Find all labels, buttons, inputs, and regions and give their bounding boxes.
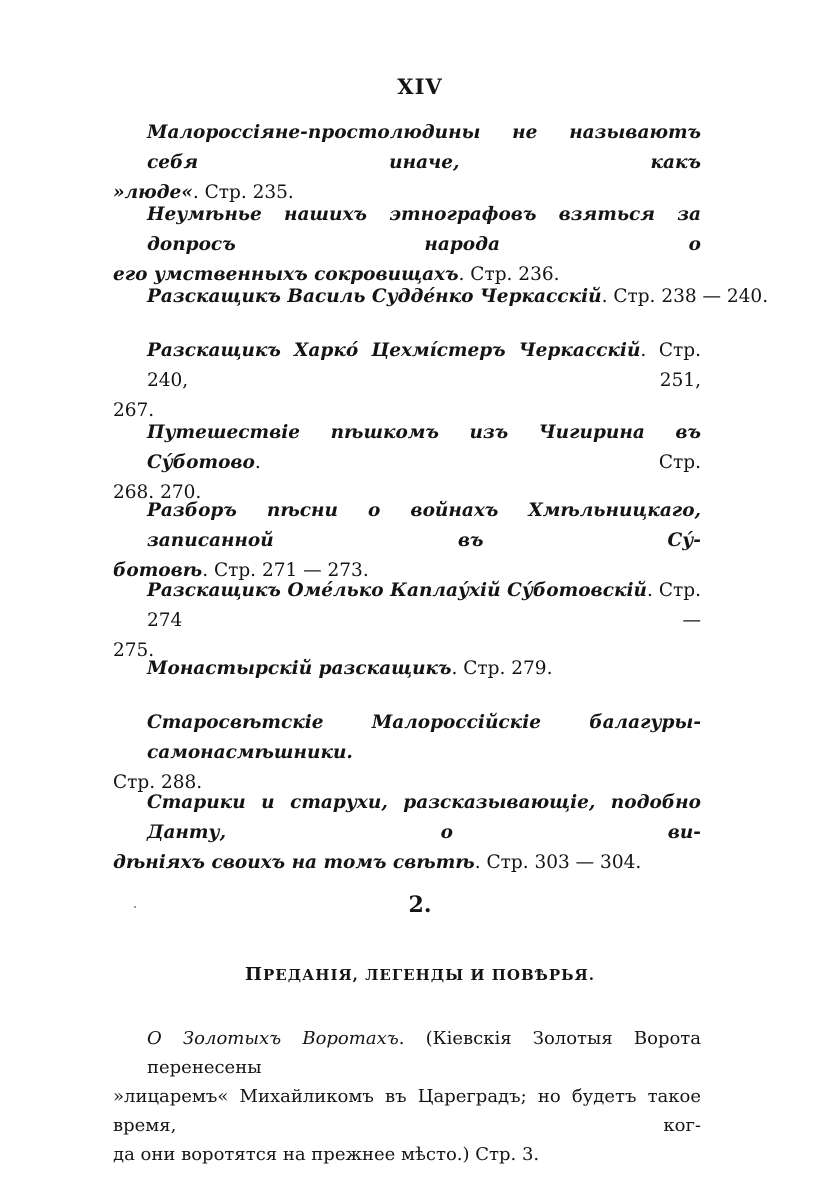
- section-title: [0, 964, 840, 985]
- entry-title: Разскащикъ Оме́лько Каплау́хій Су́ботовскій: [147, 580, 647, 601]
- section-number: 2.: [408, 892, 432, 918]
- entry-page-ref: . Стр. 274 —: [147, 580, 702, 631]
- entry-page-ref: . Стр.: [254, 452, 701, 473]
- entry-page-ref: 268. 270.: [113, 482, 202, 503]
- entry-title: »люде«: [113, 182, 193, 203]
- entry-page-ref: . Стр. 235.: [192, 182, 294, 203]
- entry-title: Старики и старухи, разсказывающіе, подобно Данту, о ви-: [147, 792, 701, 843]
- toc-entry: [113, 118, 701, 208]
- toc-entry: [113, 418, 701, 508]
- entry-title: О Золотыхъ Воротахъ: [147, 1028, 399, 1049]
- entry-title: Старосвѣтскіе Малороссійскіе балагуры-самонасмѣшники.: [147, 712, 701, 763]
- toc-entry: [113, 708, 701, 798]
- entry-page-ref: . Стр. 271 — 273.: [202, 560, 369, 581]
- entry-text: . (Кіевскія Золотыя Ворота перенесены: [147, 1028, 701, 1078]
- entry-text: »лицаремъ« Михайликомъ въ Цареградъ; но будетъ такое время, ког-: [113, 1086, 701, 1136]
- toc-entry: [113, 496, 701, 586]
- toc-entry: [113, 576, 701, 666]
- entry-title: Путешествіе пѣшкомъ изъ Чигирина въ Су́ботово: [147, 422, 701, 473]
- section-title-rest: РЕДАНІЯ, ЛЕГЕНДЫ И ПОВѢРЬЯ.: [263, 966, 595, 984]
- entry-page-ref: . Стр. 279.: [451, 658, 553, 679]
- entry-page-ref: . Стр. 238 — 240.: [601, 286, 769, 307]
- entry-title: Монастырскій разскащикъ: [147, 658, 452, 679]
- entry-title: Разборъ пѣсни о войнахъ Хмѣльницкаго, записанной въ Су́-: [147, 500, 701, 551]
- toc-entry: [113, 654, 701, 684]
- entry-title: его умственныхъ сокровищахъ: [113, 264, 459, 285]
- entry-page-ref: . Стр. 240, 251,: [147, 340, 701, 391]
- toc-entry: [113, 336, 701, 426]
- section-title-initial: П: [245, 964, 263, 985]
- entry-page-ref: Стр. 288.: [113, 772, 203, 793]
- section-entry: [113, 1024, 701, 1169]
- toc-entry: [113, 788, 701, 878]
- toc-entry: [113, 282, 769, 312]
- entry-title: ботовѣ: [113, 560, 203, 581]
- entry-title: дѣніяхъ своихъ на томъ свѣтѣ: [113, 852, 475, 873]
- entry-page-ref: 275.: [113, 640, 155, 661]
- entry-text: да они воротятся на прежнее мѣсто.) Стр. 3.: [113, 1144, 540, 1165]
- entry-page-ref: . Стр. 303 — 304.: [474, 852, 642, 873]
- toc-entry: [113, 200, 701, 290]
- entry-page-ref: 267.: [113, 400, 155, 421]
- page-number: XIV: [397, 74, 443, 99]
- entry-title: Разскащикъ Харко́ Цехмі́стеръ Черкасскій: [147, 340, 641, 361]
- entry-page-ref: . Стр. 236.: [458, 264, 560, 285]
- entry-title: Малороссіяне-простолюдины не называютъ себя иначе, какъ: [147, 122, 701, 173]
- entry-title: Разскащикъ Василь Судде́нко Черкасскій: [147, 286, 602, 307]
- entry-title: Неумѣнье нашихъ этнографовъ взяться за допросъ народа о: [147, 204, 701, 255]
